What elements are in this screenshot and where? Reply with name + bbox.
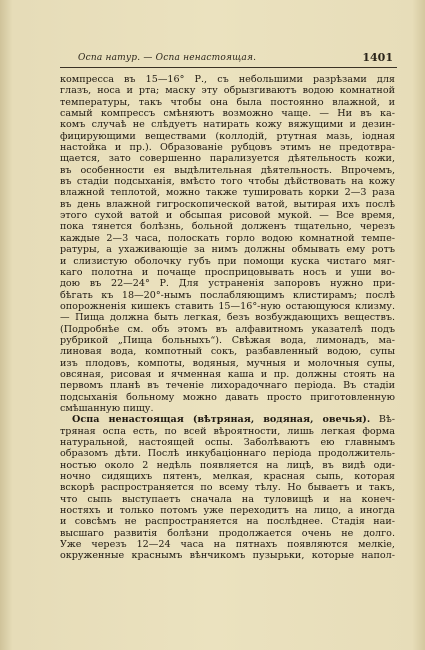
text-line [60,494,395,505]
line-text: и совсѣмъ не распространяется на послѣднее. Стадія наи- [60,516,395,528]
line-text: опорожненія кишекъ ставить 15—16°-ную остающуюся клизму. [60,300,395,312]
text-line [60,267,395,278]
text-line [60,199,395,210]
page-number: 1401 [362,51,393,64]
text-line [60,290,395,301]
text-line [60,324,395,335]
text-line [60,516,395,527]
line-text: настойка и пр.). Образованіе рубцовъ этимъ не предотвра- [60,142,395,154]
line-text: подсыханія больному можно давать просто приготовленную [60,391,395,403]
line-text: бѣгать къ 18—20°-нымъ послабляющимъ клистирамъ; послѣ [60,289,395,301]
line-text: глазъ, носа и рта; маску эту обрызгиваютъ водою комнатной [60,85,395,97]
line-text: тряная оспа есть, по всей вѣроятности, лишь легкая форма [60,425,395,437]
section-heading: Оспа ненастоящая (вѣтряная, водяная, овечья). [72,414,371,426]
text-line [60,131,395,142]
line-text: образомъ дѣти. Послѣ инкубаціоннаго періода продолжитель- [60,448,395,460]
line-text: окруженные краснымъ вѣнчикомъ пузырьки, которые напол- [60,550,395,562]
line-text: и слизистую оболочку губъ при помощи куска чистаго мяг- [60,255,395,267]
line-text: смѣшанную пищу. [60,402,154,414]
text-line [60,550,395,561]
text-line [60,97,395,108]
text-line [60,505,395,516]
line-text: пока тянется болѣзнь, больной долженъ тщательно, черезъ [60,221,395,233]
line-text: первомъ планѣ въ теченіе лихорадочнаго періода. Въ стадіи [60,380,395,392]
line-text: ночно сидящихъ пятенъ, мелкая, красная сыпь, которая [60,471,395,483]
line-text: этого сухой ватой и обсыпая рисовой мукой. — Все время, [60,210,395,222]
body-text [60,74,395,562]
text-line [60,301,395,312]
text-line [60,233,395,244]
text-line [60,528,395,539]
line-text: овсяная, рисовая и ячменная каша и пр. должны стоять на [60,368,395,380]
text-line [60,380,395,391]
text-line [60,403,395,414]
line-text: (Подробнѣе см. объ этомъ въ алфавитномъ указателѣ подъ [60,323,395,335]
line-text: дою въ 22—24° Р. Для устраненія запоровъ нужно при- [60,278,395,290]
line-text: высшаго развитія болѣзни продолжается очень не долго. [60,527,395,539]
text-line [60,278,395,289]
text-line [60,221,395,232]
line-text: влажной теплотой, можно также тушировать корки 2—3 раза [60,187,395,199]
text-line [60,460,395,471]
text-line [60,482,395,493]
text-line [60,471,395,482]
text-line [60,426,395,437]
line-text: изъ плодовъ, компоты, водяныя, мучныя и молочныя супы, [60,357,395,369]
text-line [60,119,395,130]
line-text: компресса въ 15—16° Р., съ небольшими разрѣзами для [60,74,395,85]
text-line [60,414,395,425]
line-text: каго полотна и почаще просприцовывать носъ и уши во- [60,266,395,278]
text-line [60,437,395,448]
line-text: вскорѣ распространяется по всему тѣлу. Но бываетъ и такъ, [60,482,395,494]
text-line [60,448,395,459]
line-text: самый компрессъ смѣняютъ возможно чаще. — Ни въ ка- [60,108,395,120]
line-text: щается, зато совершенно парализуется дѣятельность кожи, [60,153,395,165]
text-line [60,108,395,119]
header-rule [60,67,397,68]
line-text: каждые 2—3 часа, полоскать горло водою комнатной темпе- [60,232,395,244]
text-line [60,153,395,164]
text-line [60,312,395,323]
text-line [60,74,395,85]
page-header [60,52,393,66]
line-text: линовая вода, компотный сокъ, разбавленный водою, супы [60,346,395,358]
text-line [60,256,395,267]
running-title: Оспа натур. — Оспа ненастоящая. [78,53,257,63]
line-text: въ особенности ея выдѣлительная дѣятельность. Впрочемъ, [60,164,395,176]
line-text: — Пища должна быть легкая, безъ возбуждающихъ веществъ. [60,312,395,324]
line-text: Вѣ- [370,414,395,426]
text-line [60,369,395,380]
text-line [60,176,395,187]
text-line [60,392,395,403]
line-text: ратуры, а ухаживающіе за нимъ должны обмывать ему ротъ [60,244,395,256]
line-text: въ стадіи подсыханія, вмѣсто того чтобы дѣйствовать на кожу [60,176,395,188]
line-text: температуры, такъ чтобы она была постоянно влажной, и [60,96,395,108]
line-text: рубрикой „Пища больныхъ“). Свѣжая вода, лимонадъ, ма- [60,334,395,346]
text-line [60,346,395,357]
line-text: натуральной, настоящей оспы. Заболѣваютъ ею главнымъ [60,437,395,448]
text-line [60,335,395,346]
line-text: въ день влажной гигроскопической ватой, вытирая ихъ послѣ [60,198,395,210]
line-text: что сыпь выступаетъ сначала на туловищѣ и на конеч- [60,493,395,505]
line-text: фицирующими веществами (коллодій, ртутная мазь, іодная [60,130,395,142]
text-line [60,358,395,369]
text-line [60,244,395,255]
line-text: комъ случаѣ не слѣдуетъ натирать кожу вяжущими и дезин- [60,119,395,131]
text-line [60,210,395,221]
text-line [60,165,395,176]
text-line [60,142,395,153]
text-line [60,539,395,550]
text-line [60,187,395,198]
line-text: ностяхъ и только потомъ уже переходитъ на лицо, а иногда [60,505,395,517]
line-text: ностью около 2 недѣль появляется на лицѣ, въ видѣ оди- [60,459,395,471]
text-line [60,85,395,96]
line-text: Уже черезъ 12—24 часа на пятнахъ появляются мелкіе, [60,539,395,551]
